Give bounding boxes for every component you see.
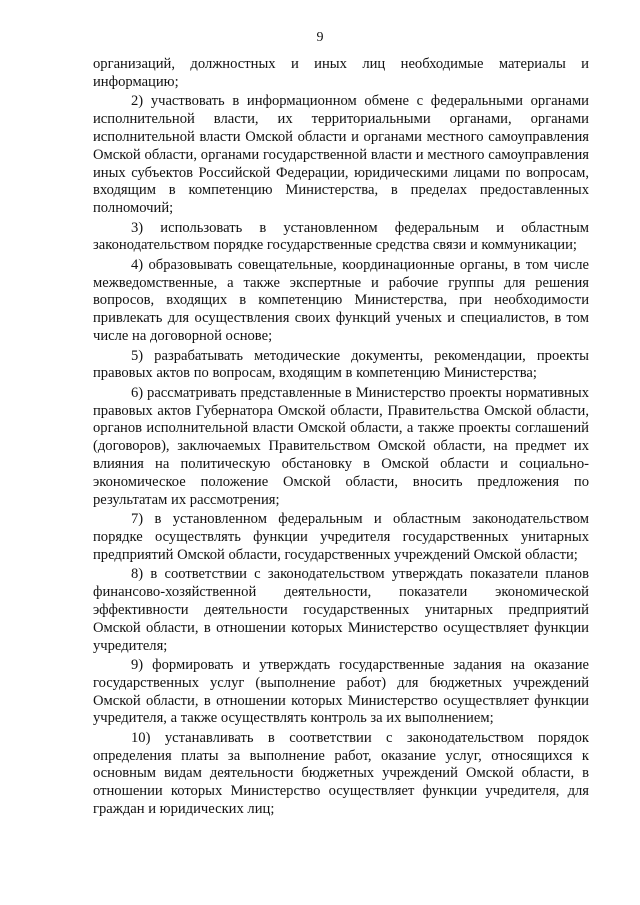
paragraph-item-5: 5) разрабатывать методические документы, рекомендации, проекты правовых актов по вопросам, входящим в компетенцию Министерства; bbox=[93, 347, 589, 382]
page-number: 9 bbox=[316, 30, 324, 45]
paragraph-item-4: 4) образовывать совещательные, координационные органы, в том числе межведомственные, а также экспертные и рабочие группы для решения вопросов, входящих в компетенцию Министерства, при необходимости привлекать для осуществления своих функций ученых и специалистов, в том числе на договорной основе; bbox=[93, 256, 589, 345]
paragraph-item-2: 2) участвовать в информационном обмене с федеральными органами исполнительной власти, их территориальными органами, органами исполнительной власти Омской области и органами местного самоуправления Омской области, органами государственной власти и местного самоуправления иных субъектов Российской Федерации, юридическими лицами по вопросам, входящим в компетенцию Министерства, в пределах предоставленных полномочий; bbox=[93, 93, 589, 217]
paragraph-item-3: 3) использовать в установленном федеральным и областным законодательством порядке государственные средства связи и коммуникации; bbox=[93, 219, 589, 254]
paragraph-item-9: 9) формировать и утверждать государственные задания на оказание государственных услуг (выполнение работ) для бюджетных учреждений Омской области, в отношении которых Министерство осуществляет функции учредителя, а также осуществлять контроль за их выполнением; bbox=[93, 656, 589, 727]
paragraph-item-7: 7) в установленном федеральным и областным законодательством порядке осуществлять функции учредителя государственных унитарных предприятий Омской области, государственных учреждений Омской области; bbox=[93, 511, 589, 563]
paragraph-item-6: 6) рассматривать представленные в Министерство проекты нормативных правовых актов Губернатора Омской области, Правительства Омской области, органов исполнительной власти Омской области, а также проекты соглашений (договоров), заключаемых Правительством Омской области, на предмет их влияния на политическую обстановку в Омской области и социально-экономическое положение Омской области, вносить предложения по результатам их рассмотрения; bbox=[93, 384, 589, 508]
document-body bbox=[93, 56, 589, 820]
paragraph-item-10: 10) устанавливать в соответствии с законодательством порядок определения платы за выполнение работ, оказание услуг, относящихся к основным видам деятельности бюджетных учреждений Омской области, в отношении которых Министерство осуществляет функции учредителя, для граждан и юридических лиц; bbox=[93, 729, 589, 818]
paragraph-continuation: организаций, должностных и иных лиц необходимые материалы и информацию; bbox=[93, 56, 589, 90]
paragraph-item-8: 8) в соответствии с законодательством утверждать показатели планов финансово-хозяйственной деятельности, показатели экономической эффективности деятельности государственных унитарных предприятий Омской области, в отношении которых Министерство осуществляет функции учредителя; bbox=[93, 566, 589, 654]
